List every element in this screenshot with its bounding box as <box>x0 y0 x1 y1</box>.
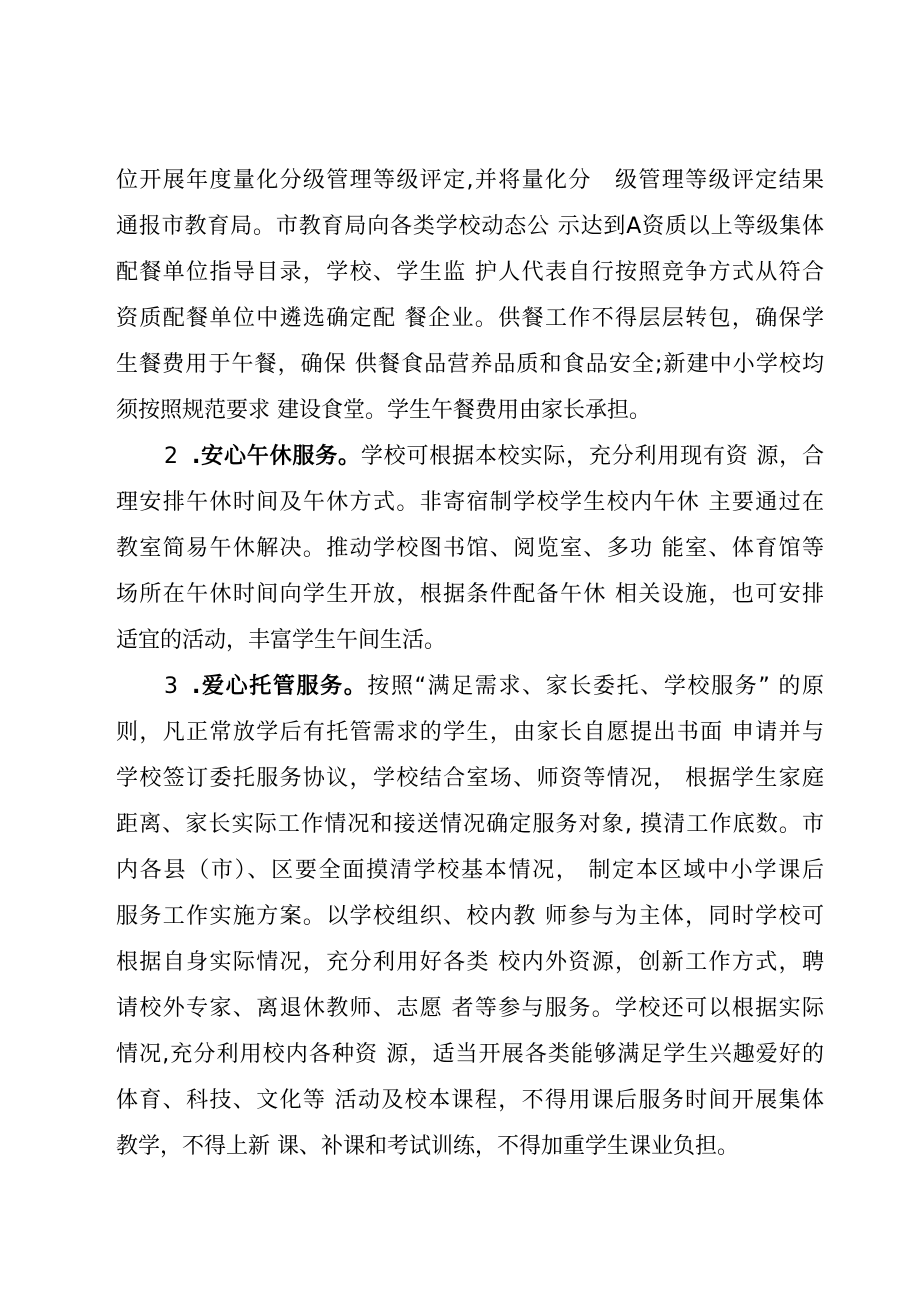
section-heading-line <box>164 672 824 702</box>
paragraph-line: 请校外专家、离退休教师、志愿 者等参与服务。学校还可以根据实际 <box>116 996 824 1021</box>
paragraph-line: 适宜的活动，丰富学生午间生活。 <box>116 628 447 653</box>
paragraph-line: 情况,充分利用校内各种资 源，适当开展各类能够满足学生兴趣爱好的 <box>116 1042 824 1067</box>
section-title: .安心午休服务。 <box>192 444 361 469</box>
paragraph-line: 教室简易午休解决。推动学校图书馆、阅览室、多功 能室、体育馆等 <box>116 536 824 561</box>
section-number: 3 <box>164 674 178 699</box>
paragraph-line: 通报市教育局。市教育局向各类学校动态公 示达到A资质以上等级集体 <box>116 214 824 239</box>
paragraph-line: 距离、家长实际工作情况和接送情况确定服务对象, 摸清工作底数。市 <box>116 812 824 837</box>
paragraph-line: 场所在午休时间向学生开放，根据条件配备午休 相关设施，也可安排 <box>116 582 824 607</box>
paragraph-line: 配餐单位指导目录，学校、学生监 护人代表自行按照竞争方式从符合 <box>116 260 824 285</box>
paragraph-line: 教学，不得上新 课、补课和考试训练，不得加重学生课业负担。 <box>116 1134 739 1159</box>
paragraph-line: 学校签订委托服务协议，学校结合室场、师资等情况， 根据学生家庭 <box>116 766 824 791</box>
section-number: 2 <box>164 444 178 469</box>
paragraph-line: 则，凡正常放学后有托管需求的学生，由家长自愿提出书面 申请并与 <box>116 720 824 745</box>
section-first-line-text: 学校可根据本校实际，充分利用现有资 源，合 <box>360 444 824 469</box>
paragraph-line: 位开展年度量化分级管理等级评定,并将量化分 级管理等级评定结果 <box>116 168 824 193</box>
section-title: .爱心托管服务。 <box>192 674 368 699</box>
paragraph-line: 理安排午休时间及午休方式。非寄宿制学校学生校内午休 主要通过在 <box>116 490 824 515</box>
paragraph-line: 须按照规范要求 建设食堂。学生午餐费用由家长承担。 <box>116 398 651 423</box>
paragraph-line: 服务工作实施方案。以学校组织、校内教 师参与为主体，同时学校可 <box>116 904 824 929</box>
paragraph-line: 内各县（市）、区要全面摸清学校基本情况， 制定本区域中小学课后 <box>116 858 824 883</box>
section-heading-line <box>164 442 824 472</box>
paragraph-line: 根据自身实际情况，充分利用好各类 校内外资源，创新工作方式，聘 <box>116 950 824 975</box>
paragraph-line: 体育、科技、文化等 活动及校本课程，不得用课后服务时间开展集体 <box>116 1088 824 1113</box>
section-first-line-text: 按照“满足需求、家长委托、学校服务” 的原 <box>367 674 824 699</box>
paragraph-line: 生餐费用于午餐，确保 供餐食品营养品质和食品安全;新建中小学校均 <box>116 352 824 377</box>
paragraph-line: 资质配餐单位中遴选确定配 餐企业。供餐工作不得层层转包，确保学 <box>116 306 824 331</box>
